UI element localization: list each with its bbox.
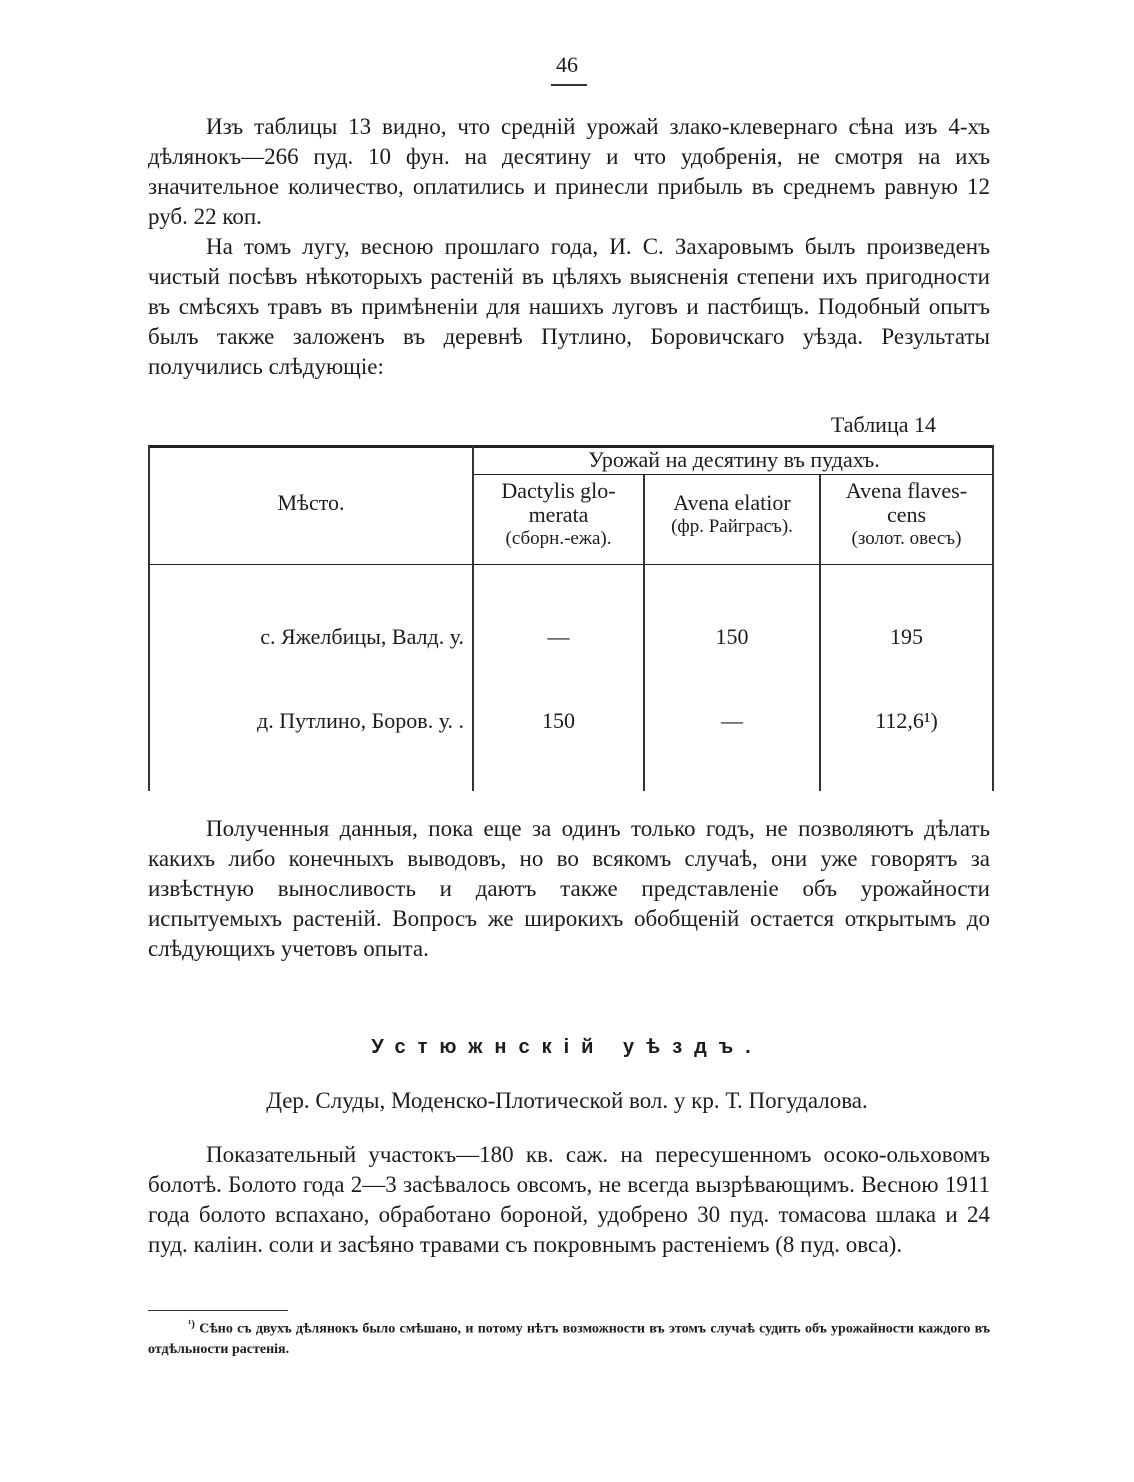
column-header-line: Avena flaves- bbox=[845, 478, 968, 503]
paragraph-3 bbox=[148, 814, 990, 964]
section-subtitle: Дер. Слуды, Моденско-Плотической вол. у кр. Т. Погудалова. bbox=[266, 1088, 868, 1113]
row-1-value-3: 195 bbox=[890, 624, 923, 649]
row-2-place: д. Путлино, Боров. у. . bbox=[257, 708, 464, 733]
column-header-line: Avena elatior bbox=[673, 490, 791, 515]
page-number-underline bbox=[551, 84, 587, 86]
row-2-value-1: 150 bbox=[542, 708, 575, 733]
column-header-avena-flavescens bbox=[821, 479, 992, 551]
row-1-value-1: — bbox=[547, 624, 570, 649]
column-header-line: (золот. овесъ) bbox=[851, 528, 962, 549]
header-bottom-rule bbox=[148, 564, 994, 565]
paragraph-1 bbox=[148, 112, 990, 232]
column-header-line: merata bbox=[528, 502, 589, 527]
row-1-place: с. Яжелбицы, Валд. у. bbox=[260, 624, 464, 649]
footnote-mark: ¹) bbox=[188, 1318, 195, 1330]
paragraph-3-text: Полученныя данныя, пока еще за одинъ только годъ, не позволяютъ дѣлать какихъ либо конечныхъ выводовъ, но во всякомъ случаѣ, они уже говорятъ за извѣстную выносливость и даютъ также представленіе объ урожайности испытуемыхъ растеній. Вопросъ же широкихъ обобщеній остается открытымъ до слѣдующихъ учетовъ опыта. bbox=[148, 816, 990, 961]
paragraph-1-text: Изъ таблицы 13 видно, что средній урожай злако-клевернаго сѣна изъ 4-хъ дѣлянокъ—266 пуд. 10 фун. на десятину и что удобренія, не смотря на ихъ значительное количество, оплатились и принесли прибыль въ среднемъ равную 12 руб. 22 коп. bbox=[148, 114, 990, 229]
row-2-value-2: — bbox=[721, 708, 743, 733]
place-header: Мѣсто. bbox=[277, 490, 345, 515]
column-header-line: (сборн.-ежа). bbox=[505, 528, 612, 549]
table-caption: Таблица 14 bbox=[830, 412, 936, 437]
group-header-rule bbox=[474, 474, 994, 475]
column-header-dactylis bbox=[474, 479, 643, 551]
row-1-value-2: 150 bbox=[715, 624, 749, 649]
paragraph-2-text: На томъ лугу, весною прошлаго года, И. С. Захаровымъ былъ произведенъ чистый посѣвъ нѣкоторыхъ растеній въ цѣляхъ выясненія степени ихъ пригодности въ смѣсяхъ травъ въ примѣненіи для нашихъ луговъ и пастбищъ. Подобный опытъ былъ также заложенъ въ деревнѣ Путлино, Боровичскаго уѣзда. Результаты получились слѣдующіе: bbox=[148, 234, 990, 379]
column-header-line: cens bbox=[886, 502, 927, 527]
paragraph-4-text: Показательный участокъ—180 кв. саж. на пересушенномъ осоко-ольховомъ болотѣ. Болото года 2—3 засѣвалось овсомъ, не всегда вызрѣвающимъ. Весною 1911 года болото вспахано, обработано бороной, удобрено 30 пуд. томасова шлака и 24 пуд. каліин. соли и засѣяно травами съ покровнымъ растеніемъ (8 пуд. овса). bbox=[148, 1142, 990, 1257]
footnote-text: Сѣно съ двухъ дѣлянокъ было смѣшано, и потому нѣтъ возможности въ этомъ случаѣ судить объ урожайности каждого въ отдѣльности растенія. bbox=[148, 1321, 991, 1357]
group-header: Урожай на десятину въ пудахъ. bbox=[588, 447, 880, 472]
column-header-line: (фр. Райграсъ). bbox=[671, 516, 793, 537]
paragraph-4 bbox=[148, 1140, 990, 1260]
footnote bbox=[148, 1314, 990, 1360]
section-title: Устюжнскій уѣздъ. bbox=[371, 1036, 763, 1058]
footnote-rule bbox=[148, 1310, 288, 1311]
page-number: 46 bbox=[556, 52, 578, 77]
column-header-avena-elatior bbox=[645, 491, 819, 539]
yield-table bbox=[148, 445, 994, 793]
table-right-border bbox=[992, 445, 994, 791]
column-header-line: Dactylis glo- bbox=[501, 478, 616, 503]
paragraph-2 bbox=[148, 232, 990, 382]
row-2-value-3: 112,6¹) bbox=[875, 708, 938, 733]
